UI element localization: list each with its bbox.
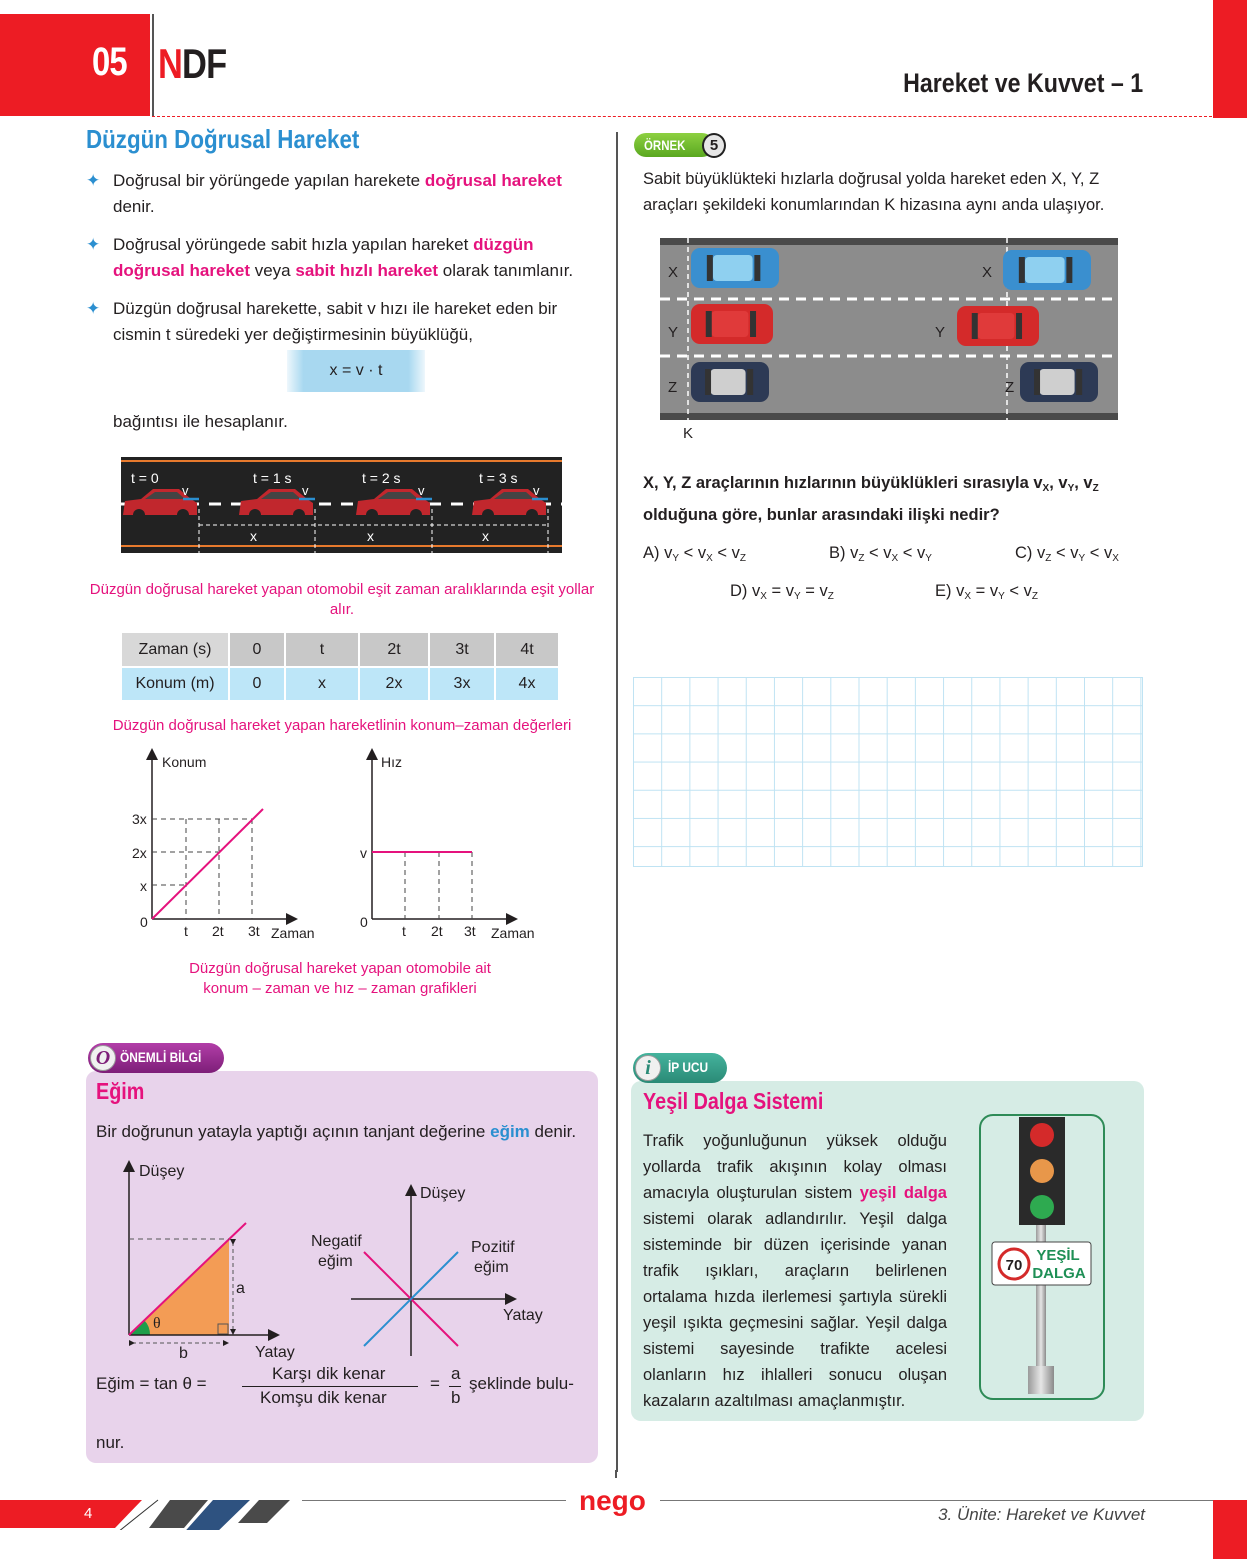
y-axis-label: Konum [162, 754, 207, 770]
table-cell: 3t [429, 633, 495, 667]
car-top-icon [691, 304, 773, 344]
subscript: Y [794, 591, 801, 602]
red-light [1030, 1123, 1054, 1147]
brand-logo [158, 40, 226, 88]
origin-label: 0 [360, 914, 368, 930]
distance-label: x [482, 528, 489, 544]
lane-label: Z [1005, 379, 1015, 396]
operator: < [717, 544, 727, 562]
velocity-label: v [418, 483, 425, 498]
option-key: B) [829, 544, 846, 562]
definition-text: denir. [529, 1122, 577, 1141]
x-tick-label: 2t [431, 923, 443, 939]
table-cell: 0 [229, 633, 285, 667]
tip-text-part: Trafik yoğunluğunun yüksek olduğu yollarda trafik akışının kolay olması amacıyla oluşturulan sistem [643, 1132, 947, 1202]
subscript: X [760, 591, 767, 602]
tip-badge [633, 1053, 727, 1083]
unit-label: 3. Ünite: Hareket ve Kuvvet [938, 1505, 1145, 1524]
bullet-item [86, 296, 606, 348]
velocity-label: v [533, 483, 540, 498]
formula-a: a [451, 1364, 461, 1383]
green-light [1030, 1195, 1054, 1219]
question-text-part: olduğuna göre, bunlar arasındaki ilişki nedir? [643, 506, 1000, 524]
publisher-logo [574, 1480, 664, 1520]
operator: < [1089, 544, 1100, 562]
x-axis-label: Zaman [271, 925, 315, 941]
sign-text-line1: YEŞİL [1036, 1247, 1080, 1264]
slope-diagrams [96, 1150, 596, 1370]
brand-first-letter: N [158, 40, 183, 87]
table-row [122, 633, 559, 667]
lane-label: Y [935, 324, 946, 341]
formula-box [287, 350, 425, 392]
publisher-logo-text: nego [579, 1485, 646, 1516]
answer-option-c[interactable]: C) $v_Z < v_Y < v_X$ [1015, 544, 1119, 564]
horizontal-label: Yatay [255, 1344, 295, 1361]
important-info-title: Eğim [96, 1078, 145, 1104]
lane-label: X [982, 264, 993, 281]
time-label: t = 0 [131, 470, 159, 486]
highlight-term: doğrusal hareket [424, 171, 562, 190]
horizontal-label: Yatay [503, 1307, 543, 1324]
bullet-text: olarak tanımlanır. [438, 261, 574, 280]
lane-label: Z [668, 379, 678, 396]
three-lane-road-figure [660, 238, 1118, 442]
finish-label: K [683, 425, 694, 442]
speed-limit-value: 70 [1005, 1257, 1023, 1274]
car-top-icon [1003, 250, 1091, 290]
y-axis-label: Hız [381, 754, 402, 770]
vertical-label: Düşey [420, 1185, 466, 1202]
option-key: A) [643, 544, 660, 562]
subscript: Y [1067, 483, 1075, 494]
subscript: X [891, 553, 899, 564]
highlight-term: eğim [490, 1122, 530, 1141]
x-tick-label: t [402, 923, 406, 939]
answer-option-b[interactable]: B) $v_Z < v_X < v_Y$ [829, 544, 932, 564]
four-point-star-icon: ✦ [86, 299, 101, 318]
badge-label: ÖRNEK [644, 137, 686, 153]
table-cell: 4x [495, 667, 559, 701]
x-tick-label: t [184, 923, 188, 939]
yellow-light [1030, 1159, 1054, 1183]
slope-formula [96, 1364, 596, 1418]
road-edge-bottom [121, 545, 562, 547]
question-intro: Sabit büyüklükteki hızlarla doğrusal yolda hareket eden X, Y, Z araçları şekildeki konumlarından K hizasına aynı anda ulaşıyor. [643, 170, 1105, 214]
operator: < [1009, 582, 1019, 600]
lane-label: X [668, 264, 679, 281]
subscript: Z [739, 553, 746, 564]
tip-text-part: sistemi olarak adlandırılır. Yeşil dalga sisteminde bir düzen içerisinde yanan trafik ışıkları, araçların belirlenen ortalama hızda ilerlemesi şartıyla sürekli yeşil ışıkta geçmesini sağlar. Yeşil dalga sistemi sayesinde trafikte acelesi olanların hız ihlalleri sonucu oluşan kazaların azaltılması amaçlanmıştır. [643, 1210, 947, 1410]
operator: = [805, 582, 815, 600]
column-divider-tick [615, 1470, 617, 1478]
footer-stripes [0, 1490, 340, 1530]
option-key: C) [1015, 544, 1033, 562]
badge-label: ÖNEMLİ BİLGİ [120, 1049, 202, 1065]
road-edge-top [121, 460, 562, 462]
opposite-label: a [236, 1280, 245, 1297]
formula-denominator: Komşu dik kenar [260, 1388, 387, 1407]
positive-label: Pozitif [471, 1239, 515, 1256]
traffic-light-head [1019, 1117, 1065, 1225]
formula-tail: şeklinde bulu- [469, 1374, 574, 1393]
brand-rest: DF [182, 40, 227, 87]
road-edge-top [660, 238, 1118, 245]
bullet-text: Doğrusal yörüngede sabit hızla yapılan hareket [113, 235, 474, 254]
motion-graphs [110, 740, 570, 950]
positive-label: eğim [474, 1259, 509, 1276]
page-number-tab [0, 1500, 142, 1528]
column-divider [616, 132, 618, 1472]
slope-definition [96, 1122, 576, 1142]
bullet-text: Doğrusal bir yörüngede yapılan harekete [113, 171, 425, 190]
bullet-item [86, 168, 606, 220]
vertical-label: Düşey [139, 1163, 185, 1180]
x-tick-label: 3t [464, 923, 476, 939]
lane-label: Y [668, 324, 679, 341]
operator: = [975, 582, 986, 600]
formula-text: x = v · t [329, 362, 383, 379]
definition-text: Bir doğrunun yatayla yaptığı açının tanjant değerine [96, 1122, 491, 1141]
highlight-term: yeşil dalga [859, 1184, 947, 1202]
formula-tail-continued: nur. [96, 1433, 125, 1452]
subscript: Y [672, 553, 680, 564]
car-top-icon [691, 362, 769, 402]
side-tab-top [1213, 0, 1247, 118]
question-text-part: X, Y, Z araçlarının hızlarının büyüklükleri sırasıyla [643, 474, 1034, 492]
car-top-icon [957, 306, 1039, 346]
distance-label: x [250, 528, 257, 544]
car-top-icon [1020, 362, 1098, 402]
footer-rule [302, 1500, 566, 1501]
y-tick-label: x [140, 878, 147, 894]
side-tab-bottom [1213, 1500, 1247, 1559]
formula-after-text: bağıntısı ile hesaplanır. [113, 412, 288, 431]
negative-label: eğim [318, 1253, 353, 1270]
y-tick-label: 2x [132, 845, 147, 861]
subscript: Z [827, 591, 834, 602]
table-row-header: Konum (m) [122, 667, 229, 701]
position-time-graph [132, 754, 315, 941]
badge-number: 5 [702, 133, 726, 158]
road-edge-bottom [660, 413, 1118, 420]
table-row [122, 667, 559, 701]
scratch-grid [633, 677, 1143, 867]
table-caption: Düzgün doğrusal hareket yapan hareketlinin konum–zaman değerleri [112, 717, 572, 734]
info-o-icon: O [90, 1045, 116, 1071]
subscript: X [1112, 553, 1119, 564]
chapter-number: 05 [92, 40, 127, 84]
velocity-label: v [182, 483, 189, 498]
x-tick-label: 2t [212, 923, 224, 939]
road-figure [121, 457, 562, 553]
operator: < [1055, 544, 1066, 562]
subscript: Z [1045, 553, 1052, 564]
caption-line: Düzgün doğrusal hareket yapan otomobile ait [189, 960, 491, 977]
table-cell: 2x [359, 667, 429, 701]
car-top-icon [691, 248, 779, 288]
bullet-text: Düzgün doğrusal harekette, sabit v hızı ile hareket eden bir cismin t süredeki yer değiştirmesinin büyüklüğü, [113, 299, 558, 344]
table-cell: 0 [229, 667, 285, 701]
subscript: Z [1092, 483, 1099, 494]
velocity-time-graph [360, 754, 535, 941]
tip-text [643, 1128, 947, 1414]
table-cell: 3x [429, 667, 495, 701]
bullet-text: veya [250, 261, 296, 280]
fraction-bar [242, 1386, 418, 1387]
time-label: t = 3 s [479, 470, 518, 486]
info-i-icon: i [635, 1055, 661, 1081]
subscript: Z [1031, 591, 1038, 602]
time-label: t = 2 s [362, 470, 401, 486]
header-red-block [0, 14, 150, 116]
x-tick-label: 3t [248, 923, 260, 939]
y-tick-label: 3x [132, 811, 147, 827]
four-point-star-icon: ✦ [86, 171, 101, 190]
footer-rule [660, 1500, 1213, 1501]
bullet-item [86, 232, 606, 284]
example-badge [634, 133, 726, 159]
option-key: D) [730, 582, 748, 600]
velocity-label: v [302, 483, 309, 498]
subscript: Y [998, 591, 1005, 602]
question-text: X, Y, Z araçlarının hızlarının büyüklükleri sırasıyla $v_X$, $v_Y$, $v_Z$ olduğuna göre, bunlar arasındaki ilişki nedir? [643, 474, 1099, 524]
subscript: Y [1078, 553, 1086, 564]
origin-label: 0 [140, 914, 148, 930]
table-cell: 2t [359, 633, 429, 667]
position-line [152, 809, 263, 919]
adjacent-label: b [179, 1345, 188, 1362]
formula-b: b [451, 1388, 461, 1407]
table-cell: t [285, 633, 359, 667]
caption-line: konum – zaman ve hız – zaman grafikleri [203, 980, 477, 997]
badge-label: İP UCU [668, 1059, 709, 1075]
tip-title: Yeşil Dalga Sistemi [643, 1088, 824, 1114]
formula-lhs: Eğim = tan θ = [96, 1374, 207, 1393]
table-cell: x [285, 667, 359, 701]
option-key: E) [935, 582, 952, 600]
table-cell: 4t [495, 633, 559, 667]
y-tick-label: v [360, 845, 367, 861]
subscript: X [706, 553, 713, 564]
subscript: Z [858, 553, 865, 564]
operator: < [869, 544, 879, 562]
operator: < [902, 544, 913, 562]
traffic-light-illustration [979, 1114, 1105, 1400]
road-caption: Düzgün doğrusal hareket yapan otomobil eşit zaman aralıklarında eşit yollar alır. [89, 581, 595, 618]
graphs-caption [110, 959, 570, 999]
pole-base [1028, 1366, 1054, 1394]
page-number: 4 [84, 1505, 93, 1522]
position-time-table [122, 633, 560, 702]
page-title: Hareket ve Kuvvet – 1 [902, 68, 1143, 98]
angle-label: θ [153, 1315, 161, 1332]
time-label: t = 1 s [253, 470, 292, 486]
header-rule [152, 116, 1212, 117]
negative-label: Negatif [311, 1233, 362, 1250]
x-axis-label: Zaman [491, 925, 535, 941]
operator: = [771, 582, 782, 600]
sign-text-line2: DALGA [1032, 1265, 1086, 1282]
formula-numerator: Karşı dik kenar [272, 1364, 386, 1383]
formula-equals: = [430, 1374, 440, 1393]
table-row-header: Zaman (s) [122, 633, 229, 667]
highlight-term: sabit hızlı hareket [295, 261, 439, 280]
important-info-badge [88, 1043, 224, 1073]
operator: < [683, 544, 694, 562]
slope-sign-diagram [311, 1185, 543, 1356]
answer-option-e[interactable]: E) $v_X = v_Y < v_Z$ [935, 582, 1038, 602]
fraction-bar [449, 1386, 461, 1387]
subscript: X [1042, 483, 1050, 494]
subscript: Y [925, 553, 932, 564]
header-divider [152, 14, 154, 116]
bullet-text: denir. [113, 197, 155, 216]
subscript: X [964, 591, 972, 602]
pole [1036, 1214, 1046, 1392]
section-title: Düzgün Doğrusal Hareket [86, 124, 360, 154]
answer-option-d[interactable]: D) $v_X = v_Y = v_Z$ [730, 582, 834, 602]
four-point-star-icon: ✦ [86, 235, 101, 254]
distance-label: x [367, 528, 374, 544]
answer-option-a[interactable]: A) $v_Y < v_X < v_Z$ [643, 544, 746, 564]
slope-triangle-diagram [129, 1163, 295, 1362]
highlight-term: düzgün doğrusal hareket [113, 235, 534, 280]
